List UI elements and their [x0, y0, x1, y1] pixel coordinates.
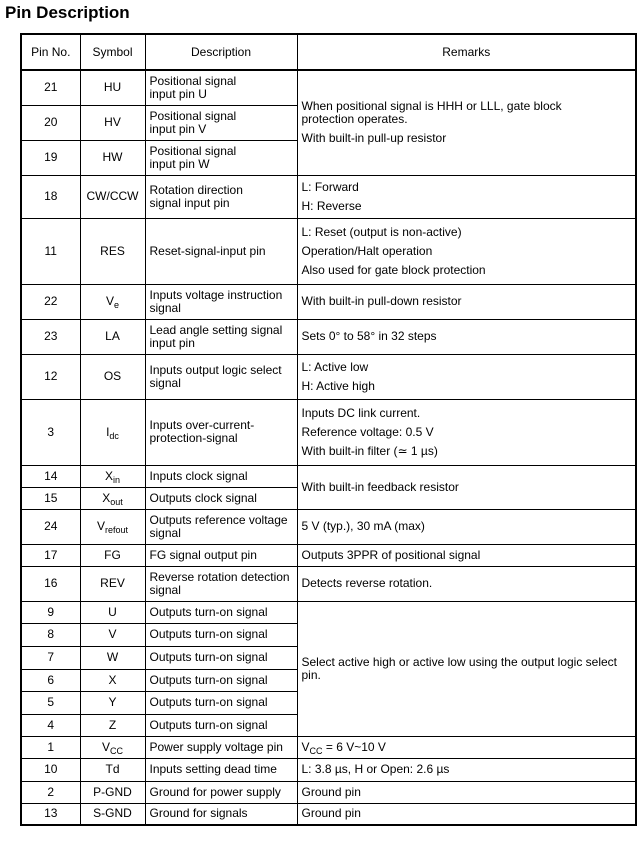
- header-remarks: Remarks: [297, 34, 636, 70]
- remarks-vcc: $V_{CC} = 6$ V~10 V: [297, 736, 636, 758]
- pin-description: Outputs reference voltage signal: [145, 509, 297, 544]
- remarks-td: L: 3.8 µs, H or Open: 2.6 µs: [297, 758, 636, 781]
- pin-symbol: REV: [80, 566, 145, 601]
- remarks-positional: When positional signal is HHH or LLL, gate block protection operates. With built-in pull-up resistor: [297, 70, 636, 175]
- pin-number: 18: [21, 175, 80, 218]
- table-row: [21, 781, 636, 803]
- pin-description: Ground for signals: [145, 803, 297, 825]
- pin-description: Rotation direction signal input pin: [145, 175, 297, 218]
- page-title: Pin Description: [5, 3, 130, 22]
- header-description: Description: [145, 34, 297, 70]
- remarks-la: Sets 0° to 58° in 32 steps: [297, 319, 636, 354]
- pin-description: Outputs turn-on signal: [145, 691, 297, 714]
- pin-description: Outputs turn-on signal: [145, 646, 297, 669]
- table-header-row: [21, 34, 636, 70]
- pin-number: 6: [21, 669, 80, 691]
- table-row: [21, 465, 636, 487]
- remarks-idc: Inputs DC link current. Reference voltage: 0.5 V With built-in filter (≃ 1 µs): [297, 399, 636, 465]
- pin-symbol: U: [80, 601, 145, 623]
- pin-description: Outputs turn-on signal: [145, 623, 297, 646]
- table-row: [21, 736, 636, 758]
- pin-symbol: $I_{dc}$: [80, 399, 145, 465]
- pin-description: Inputs over-current- protection-signal: [145, 399, 297, 465]
- pin-symbol: Td: [80, 758, 145, 781]
- pin-symbol: $X_{in}$: [80, 465, 145, 487]
- pin-description: Ground for power supply: [145, 781, 297, 803]
- remarks-os: L: Active low H: Active high: [297, 354, 636, 399]
- pin-description: Outputs turn-on signal: [145, 714, 297, 736]
- pin-symbol: X: [80, 669, 145, 691]
- table-row: [21, 803, 636, 825]
- table-row: [21, 758, 636, 781]
- pin-number: 4: [21, 714, 80, 736]
- pin-symbol: S-GND: [80, 803, 145, 825]
- pin-number: 19: [21, 140, 80, 175]
- pin-number: 2: [21, 781, 80, 803]
- description-line: input pin U: [149, 86, 207, 101]
- pin-description: Reverse rotation detection signal: [145, 566, 297, 601]
- table-row: [21, 399, 636, 465]
- pin-symbol: OS: [80, 354, 145, 399]
- table-row: [21, 601, 636, 623]
- pin-symbol: $V_{CC}$: [80, 736, 145, 758]
- remarks-ve: With built-in pull-down resistor: [297, 284, 636, 319]
- pin-description: Lead angle setting signal input pin: [145, 319, 297, 354]
- header-symbol: Symbol: [80, 34, 145, 70]
- pin-symbol: $V_e$: [80, 284, 145, 319]
- pin-symbol: W: [80, 646, 145, 669]
- pin-number: 17: [21, 544, 80, 566]
- pin-symbol: P-GND: [80, 781, 145, 803]
- pin-description: Inputs setting dead time: [145, 758, 297, 781]
- pin-number: 22: [21, 284, 80, 319]
- pin-number: 20: [21, 105, 80, 140]
- remarks-vref: 5 V (typ.), 30 mA (max): [297, 509, 636, 544]
- pin-symbol: $X_{out}$: [80, 487, 145, 509]
- description-line: Positional signal: [149, 73, 237, 88]
- pin-symbol: Z: [80, 714, 145, 736]
- pin-description: Reset-signal-input pin: [145, 218, 297, 284]
- pin-number: 21: [21, 70, 80, 105]
- remarks-pgnd: Ground pin: [297, 781, 636, 803]
- pin-description-table: [20, 33, 637, 826]
- pin-description: Outputs turn-on signal: [145, 669, 297, 691]
- table-row: [21, 544, 636, 566]
- pin-symbol: LA: [80, 319, 145, 354]
- pin-number: 16: [21, 566, 80, 601]
- pin-description: Inputs voltage instruction signal: [145, 284, 297, 319]
- table-row: [21, 175, 636, 218]
- pin-number: 15: [21, 487, 80, 509]
- pin-number: 10: [21, 758, 80, 781]
- pin-description: Inputs output logic select signal: [145, 354, 297, 399]
- pin-symbol: Y: [80, 691, 145, 714]
- pin-number: 14: [21, 465, 80, 487]
- pin-number: 5: [21, 691, 80, 714]
- pin-description: Outputs turn-on signal: [145, 601, 297, 623]
- header-pin-no: Pin No.: [21, 34, 80, 70]
- pin-description: Power supply voltage pin: [145, 736, 297, 758]
- remarks-rev: Detects reverse rotation.: [297, 566, 636, 601]
- pin-symbol: RES: [80, 218, 145, 284]
- remarks-sgnd: Ground pin: [297, 803, 636, 825]
- pin-number: 1: [21, 736, 80, 758]
- pin-symbol: HU: [80, 70, 145, 105]
- pin-number: 7: [21, 646, 80, 669]
- pin-symbol: FG: [80, 544, 145, 566]
- pin-description: Inputs clock signal: [145, 465, 297, 487]
- pin-number: 11: [21, 218, 80, 284]
- pin-number: 3: [21, 399, 80, 465]
- table-row: [21, 319, 636, 354]
- pin-description: [145, 70, 297, 105]
- remarks-outputs: Select active high or active low using the output logic select pin.: [297, 601, 636, 736]
- table-row: [21, 566, 636, 601]
- remarks-xtal: With built-in feedback resistor: [297, 465, 636, 509]
- table-row: [21, 70, 636, 105]
- pin-description: Positional signal input pin W: [145, 140, 297, 175]
- pin-symbol: HW: [80, 140, 145, 175]
- pin-description: Outputs clock signal: [145, 487, 297, 509]
- pin-number: 23: [21, 319, 80, 354]
- pin-description: FG signal output pin: [145, 544, 297, 566]
- table-row: [21, 354, 636, 399]
- pin-number: 13: [21, 803, 80, 825]
- pin-number: 12: [21, 354, 80, 399]
- table-row: [21, 284, 636, 319]
- pin-symbol: V: [80, 623, 145, 646]
- pin-number: 9: [21, 601, 80, 623]
- pin-number: 24: [21, 509, 80, 544]
- remarks-res: L: Reset (output is non-active) Operation/Halt operation Also used for gate block protection: [297, 218, 636, 284]
- pin-number: 8: [21, 623, 80, 646]
- remarks-fg: Outputs 3PPR of positional signal: [297, 544, 636, 566]
- pin-symbol: $V_{refout}$: [80, 509, 145, 544]
- table-row: [21, 509, 636, 544]
- pin-symbol: HV: [80, 105, 145, 140]
- table-row: [21, 218, 636, 284]
- pin-symbol: CW/CCW: [80, 175, 145, 218]
- pin-description: Positional signal input pin V: [145, 105, 297, 140]
- remarks-cwccw: L: Forward H: Reverse: [297, 175, 636, 218]
